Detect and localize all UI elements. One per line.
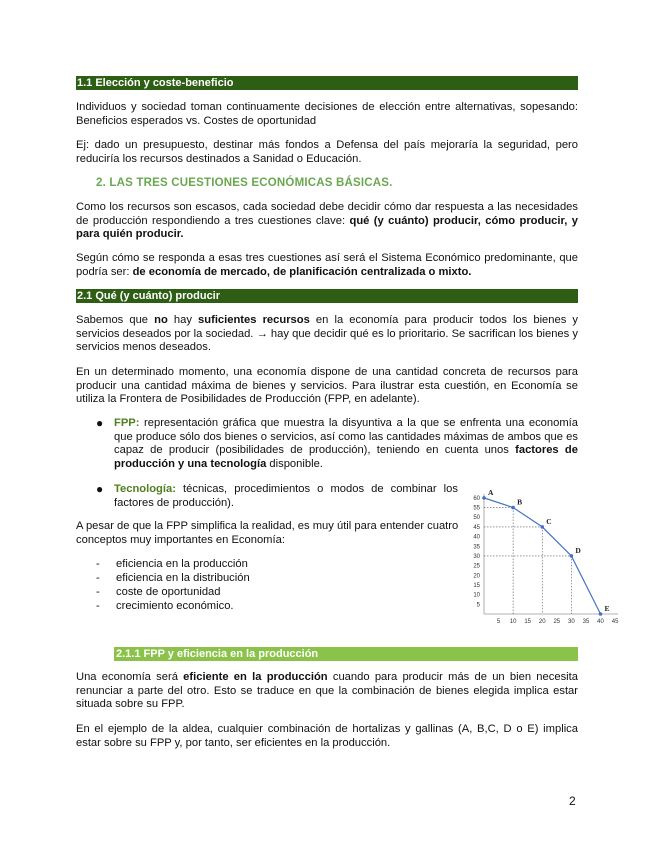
x-tick-label: 20 — [538, 619, 546, 625]
y-tick-label: 35 — [473, 544, 480, 551]
x-tick-label: 5 — [496, 619, 501, 625]
section-heading-2: 2. LAS TRES CUESTIONES ECONÓMICAS BÁSICAS. — [96, 177, 393, 189]
page-number: 2 — [569, 794, 576, 808]
y-tick-label: 20 — [473, 573, 480, 580]
x-tick-label: 10 — [509, 619, 517, 625]
paragraph-concepts: A pesar de que la FPP simplifica la realidad, es muy útil para entender cuatro conceptos muy importantes en Economía: — [76, 520, 459, 546]
bullet-technology — [114, 483, 458, 510]
bold-text: suficientes recursos — [198, 314, 310, 326]
paragraph-example: Ej: dado un presupuesto, destinar más fondos a Defensa del país mejoraría la seguridad, pero reduciría los recursos destinados a Sanidad o Educación. — [76, 139, 578, 165]
y-tick-label: 55 — [473, 505, 480, 512]
dash: - — [96, 586, 100, 598]
text: Como los recursos son escasos, cada sociedad debe decidir cómo dar respuesta a las necesidades de producción respondiendo a tres cuestiones clave: — [76, 201, 578, 227]
list-item-text: coste de oportunidad — [116, 586, 221, 598]
point-label: D — [575, 545, 581, 555]
section-heading-2-1-1: 2.1.1 FPP y eficiencia en la producción — [114, 647, 578, 661]
data-point — [482, 496, 486, 500]
text: disponible. — [266, 457, 323, 470]
term: Tecnología: — [114, 483, 176, 495]
text: Sabemos que — [76, 314, 155, 326]
list-item — [96, 558, 248, 572]
data-point — [540, 525, 544, 529]
fpp-chart — [462, 484, 626, 630]
text: Según cómo se responda a esas tres cuestiones así será el Sistema Económico predominante, que podría ser: — [76, 252, 578, 278]
paragraph-choice: Individuos y sociedad toman continuamente decisiones de elección entre alternativas, sopesando: Beneficios esperados vs. Costes de oportunidad — [76, 101, 578, 127]
bold-text: qué (y cuánto) producir, cómo producir, y para quién producir. — [76, 214, 578, 241]
section-heading-1-1: 1.1 Elección y coste-beneficio — [76, 76, 578, 90]
bullet-dot-icon: ● — [96, 416, 104, 430]
y-tick-label: 30 — [473, 553, 480, 560]
data-point — [570, 554, 574, 558]
dash: - — [96, 600, 100, 612]
text: representación gráfica que muestra la disyuntiva a la que se enfrenta una economía que produce sólo dos bienes o servicios, así como las cantidades máximas de ambos que es capaz de producir (posibilidades de producción), teniendo en cuenta unos — [114, 417, 578, 457]
data-point — [599, 612, 603, 616]
text: técnicas, procedimientos o modos de combinar los factores de producción). — [114, 483, 458, 509]
y-tick-label: 50 — [473, 515, 480, 522]
text: Una economía será — [76, 671, 184, 683]
point-label: C — [546, 516, 552, 526]
point-label: E — [604, 604, 610, 613]
bold-text: no — [154, 314, 168, 326]
paragraph-system — [76, 252, 578, 279]
x-tick-label: 30 — [568, 619, 575, 625]
y-tick-label: 15 — [473, 582, 480, 589]
list-item-text: eficiencia en la distribución — [116, 572, 250, 584]
list-item-text: eficiencia en la producción — [116, 558, 248, 570]
y-tick-label: 10 — [473, 592, 480, 599]
bullet-dot-icon: ● — [96, 482, 104, 496]
dash: - — [96, 558, 100, 570]
bold-text: factores de producción y una tecnología — [114, 444, 578, 470]
y-tick-label: 60 — [473, 495, 480, 502]
x-tick-label: 15 — [524, 619, 532, 625]
section-heading-2-1: 2.1 Qué (y cuánto) producir — [76, 289, 578, 303]
bullet-fpp — [114, 417, 578, 471]
paragraph-efficiency — [76, 671, 578, 712]
text: cuando para producir más de un bien necesita renunciar a parte del otro. Esto se traduce en que la combinación de bienes elegida implica estar situada sobre su FPP. — [76, 671, 578, 711]
list-item — [96, 586, 221, 600]
y-tick-label: 40 — [473, 534, 480, 541]
paragraph-village: En el ejemplo de la aldea, cualquier combinación de hortalizas y gallinas (A, B,C, D o E) implica estar sobre su FPP y, por tanto, ser eficientes en la producción. — [76, 723, 578, 749]
paragraph-fpp-intro: En un determinado momento, una economía dispone de una cantidad concreta de recursos para producir una cantidad máxima de bienes y servicios. Para ilustrar esta cuestión, en Economía se utiliza la Frontera de Posibilidades de Producción (FPP, en adelante). — [76, 366, 578, 406]
list-item — [96, 600, 234, 614]
x-tick-label: 45 — [611, 619, 619, 625]
text: en la economía para producir todos los bienes y servicios deseados por la sociedad. → hay que decidir qué es lo prioritario. Se sacrifican los bienes y servicios menos deseados. — [76, 314, 578, 354]
y-tick-label: 45 — [473, 524, 480, 531]
text: hay — [167, 314, 199, 326]
bold-text: de economía de mercado, de planificación centralizada o mixto. — [132, 265, 472, 278]
dash: - — [96, 572, 100, 584]
point-label: B — [517, 497, 523, 507]
x-tick-label: 40 — [597, 619, 604, 625]
y-tick-label: 25 — [473, 563, 480, 570]
y-tick-label: 5 — [476, 602, 480, 609]
list-item — [96, 572, 250, 586]
paragraph-scarcity — [76, 201, 578, 242]
paragraph-resources — [76, 314, 578, 355]
bold-text: eficiente en la producción — [183, 671, 328, 683]
list-item-text: crecimiento económico. — [116, 600, 234, 612]
point-label: A — [488, 487, 494, 497]
data-point — [511, 506, 515, 510]
term: FPP: — [114, 417, 140, 429]
x-tick-label: 25 — [553, 619, 561, 625]
x-tick-label: 35 — [582, 619, 590, 625]
